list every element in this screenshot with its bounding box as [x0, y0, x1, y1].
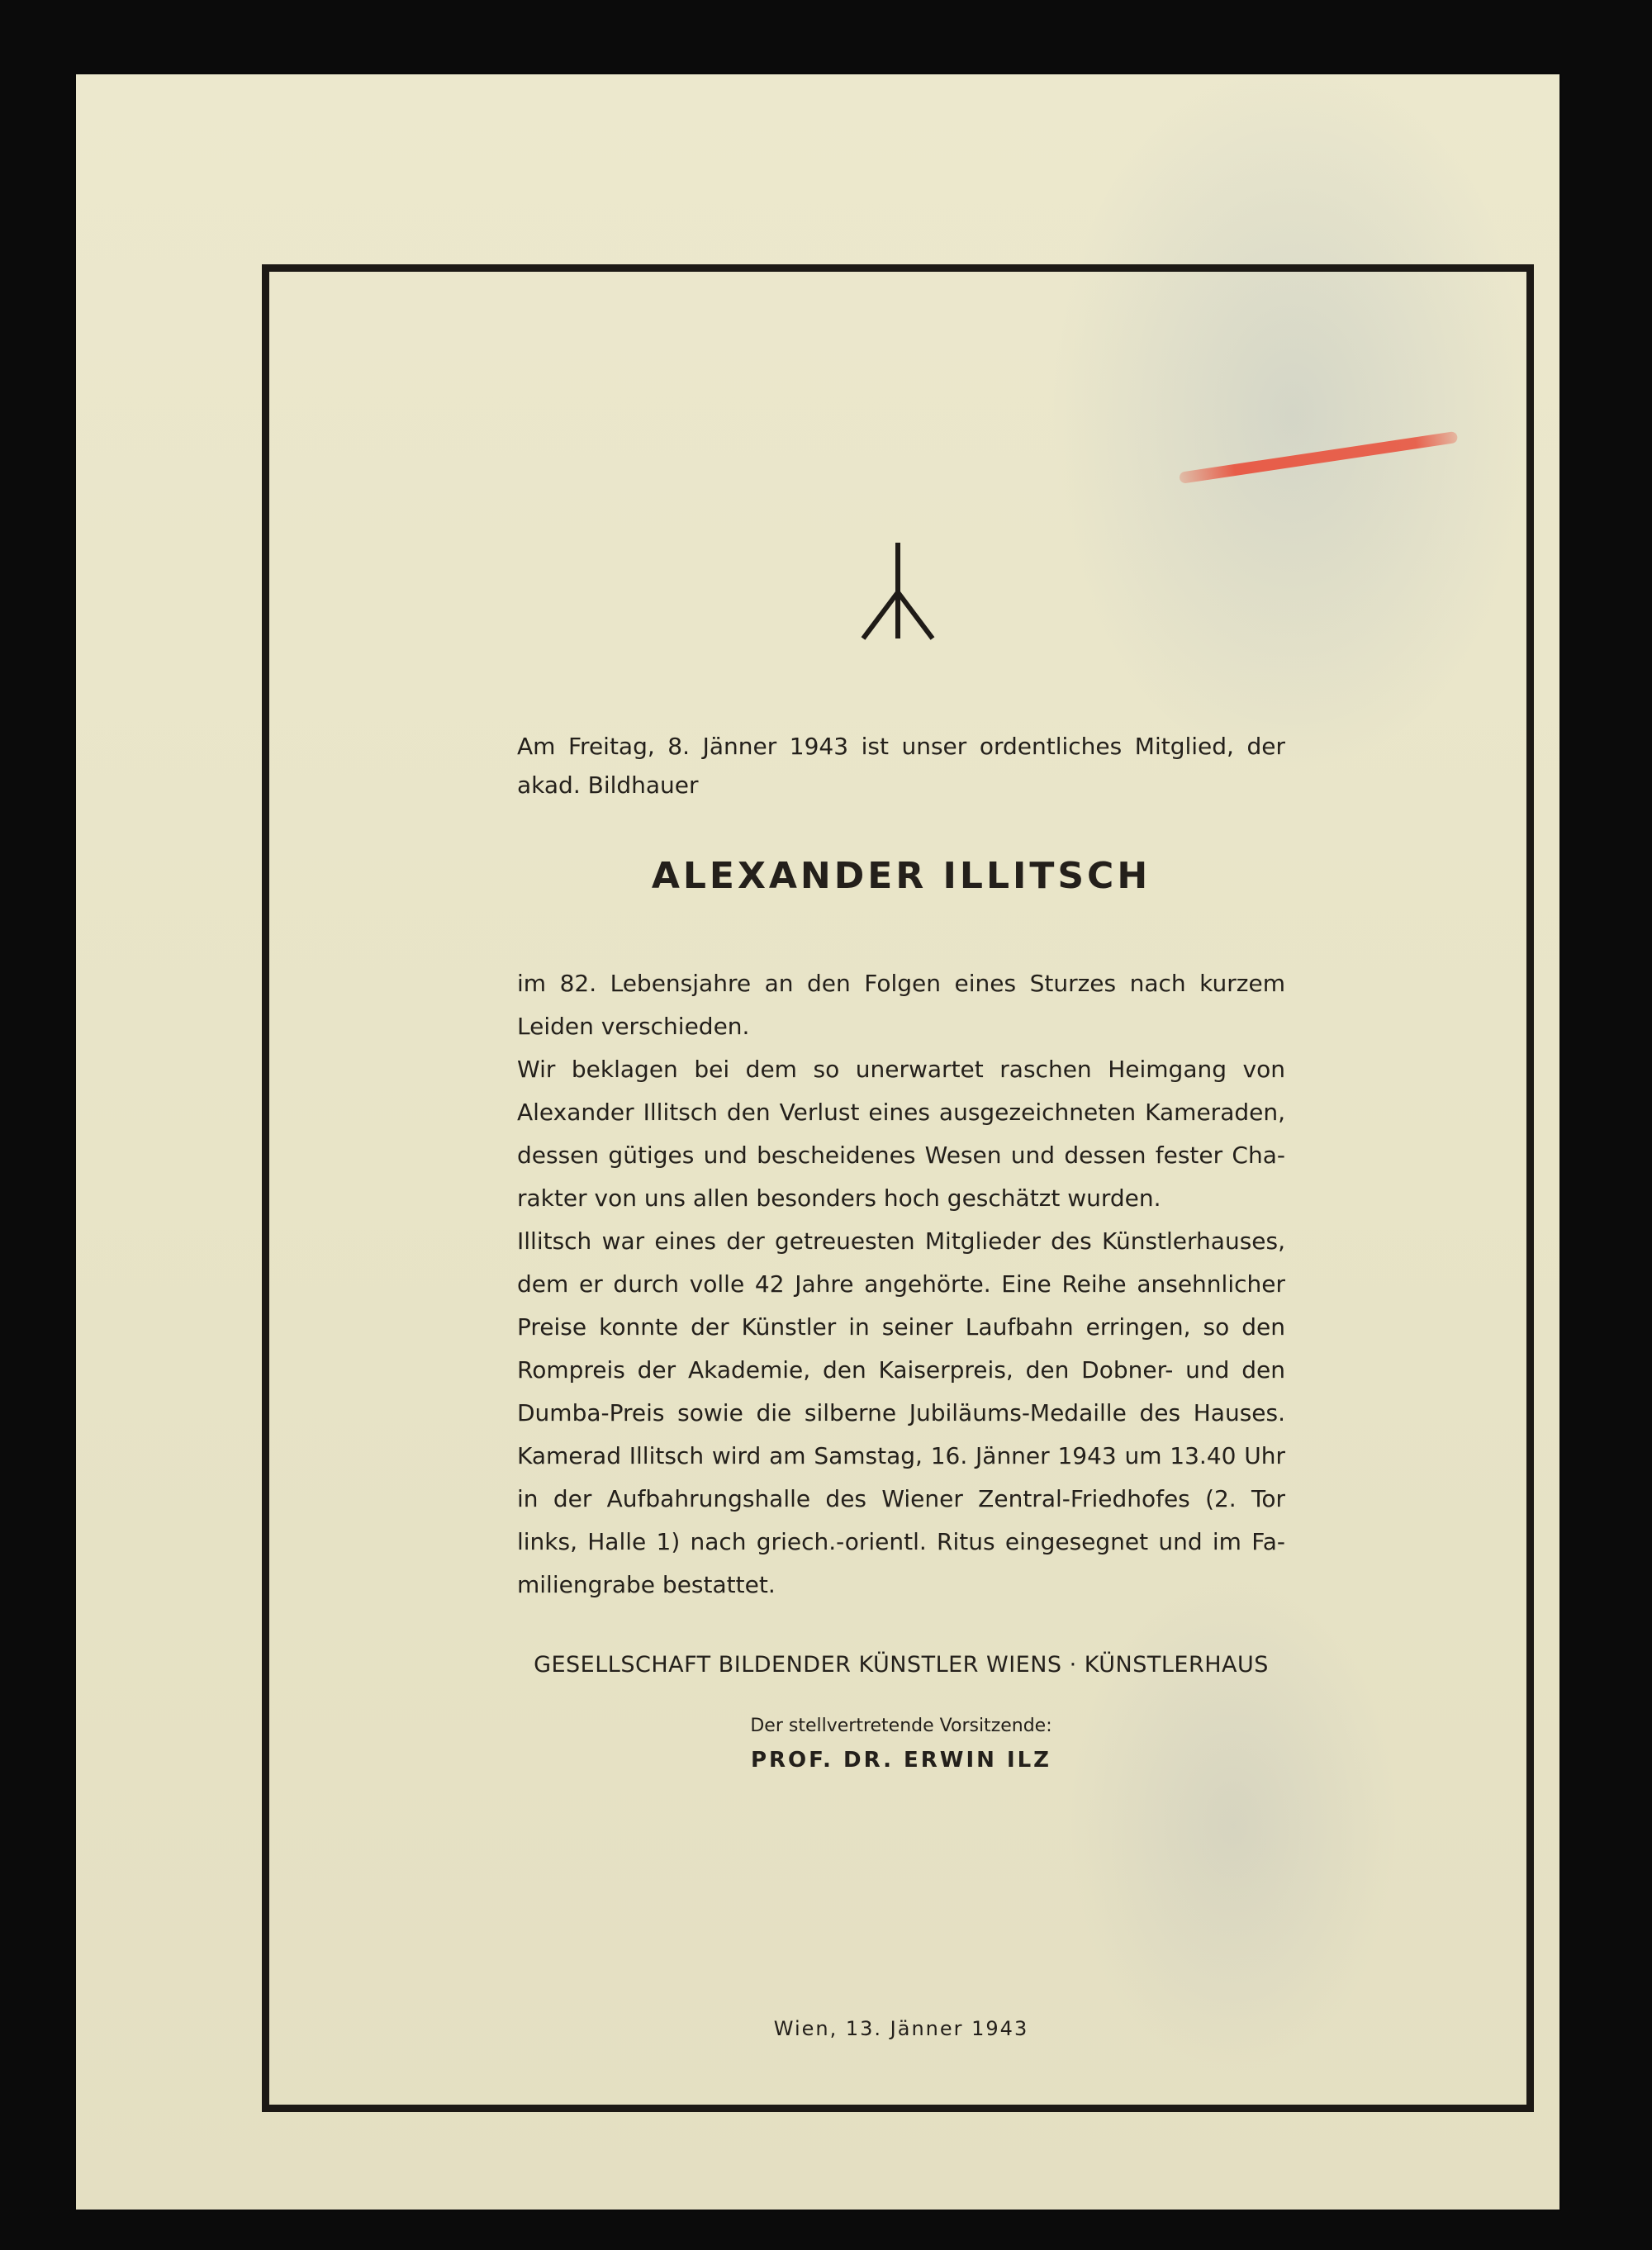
- body-line: dem er durch volle 42 Jahre angehörte. Eine Reihe ansehnlicher: [517, 1270, 1285, 1298]
- body-line: Preise konnte der Künstler in seiner Laufbahn erringen, so den: [517, 1313, 1285, 1341]
- signatory-name: PROF. DR. ERWIN ILZ: [750, 1748, 1052, 1773]
- organization-name: GESELLSCHAFT BILDENDER KÜNSTLER WIENS · KÜNSTLERHAUS: [534, 1652, 1269, 1678]
- body-line: Kamerad Illitsch wird am Samstag, 16. Jänner 1943 um 13.40 Uhr: [517, 1442, 1285, 1469]
- death-rune-icon: [858, 541, 938, 640]
- body-line: Illitsch war eines der getreuesten Mitglieder des Künstlerhauses,: [517, 1227, 1285, 1255]
- body-text: [517, 962, 1285, 1607]
- place-date: Wien, 13. Jänner 1943: [773, 2017, 1029, 2040]
- intro-line: Am Freitag, 8. Jänner 1943 ist unser ordentliches Mitglied, der: [517, 733, 1285, 760]
- intro-line: akad. Bildhauer: [517, 771, 699, 799]
- signatory-role: Der stellvertretende Vorsitzende:: [750, 1716, 1052, 1736]
- body-line: in der Aufbahrungshalle des Wiener Zentral-Friedhofes (2. Tor: [517, 1485, 1285, 1512]
- deceased-name: ALEXANDER ILLITSCH: [651, 855, 1151, 897]
- body-line: rakter von uns allen besonders hoch geschätzt wurden.: [517, 1184, 1161, 1212]
- notice-sheet: [76, 74, 1559, 2210]
- body-line: Dumba-Preis sowie die silberne Jubiläums-Medaille des Hauses.: [517, 1399, 1285, 1426]
- intro-text: [517, 727, 1285, 805]
- body-line: Alexander Illitsch den Verlust eines ausgezeichneten Kameraden,: [517, 1099, 1285, 1126]
- body-line: im 82. Lebensjahre an den Folgen eines Sturzes nach kurzem: [517, 970, 1285, 997]
- body-line: Rompreis der Akademie, den Kaiserpreis, den Dobner- und den: [517, 1356, 1285, 1384]
- body-line: miliengrabe bestattet.: [517, 1571, 776, 1598]
- body-line: dessen gütiges und bescheidenes Wesen und dessen fester Cha-: [517, 1142, 1285, 1169]
- body-line: links, Halle 1) nach griech.-orientl. Ritus eingesegnet und im Fa-: [517, 1528, 1285, 1555]
- body-line: Wir beklagen bei dem so unerwartet raschen Heimgang von: [517, 1056, 1285, 1083]
- body-line: Leiden verschieden.: [517, 1013, 750, 1040]
